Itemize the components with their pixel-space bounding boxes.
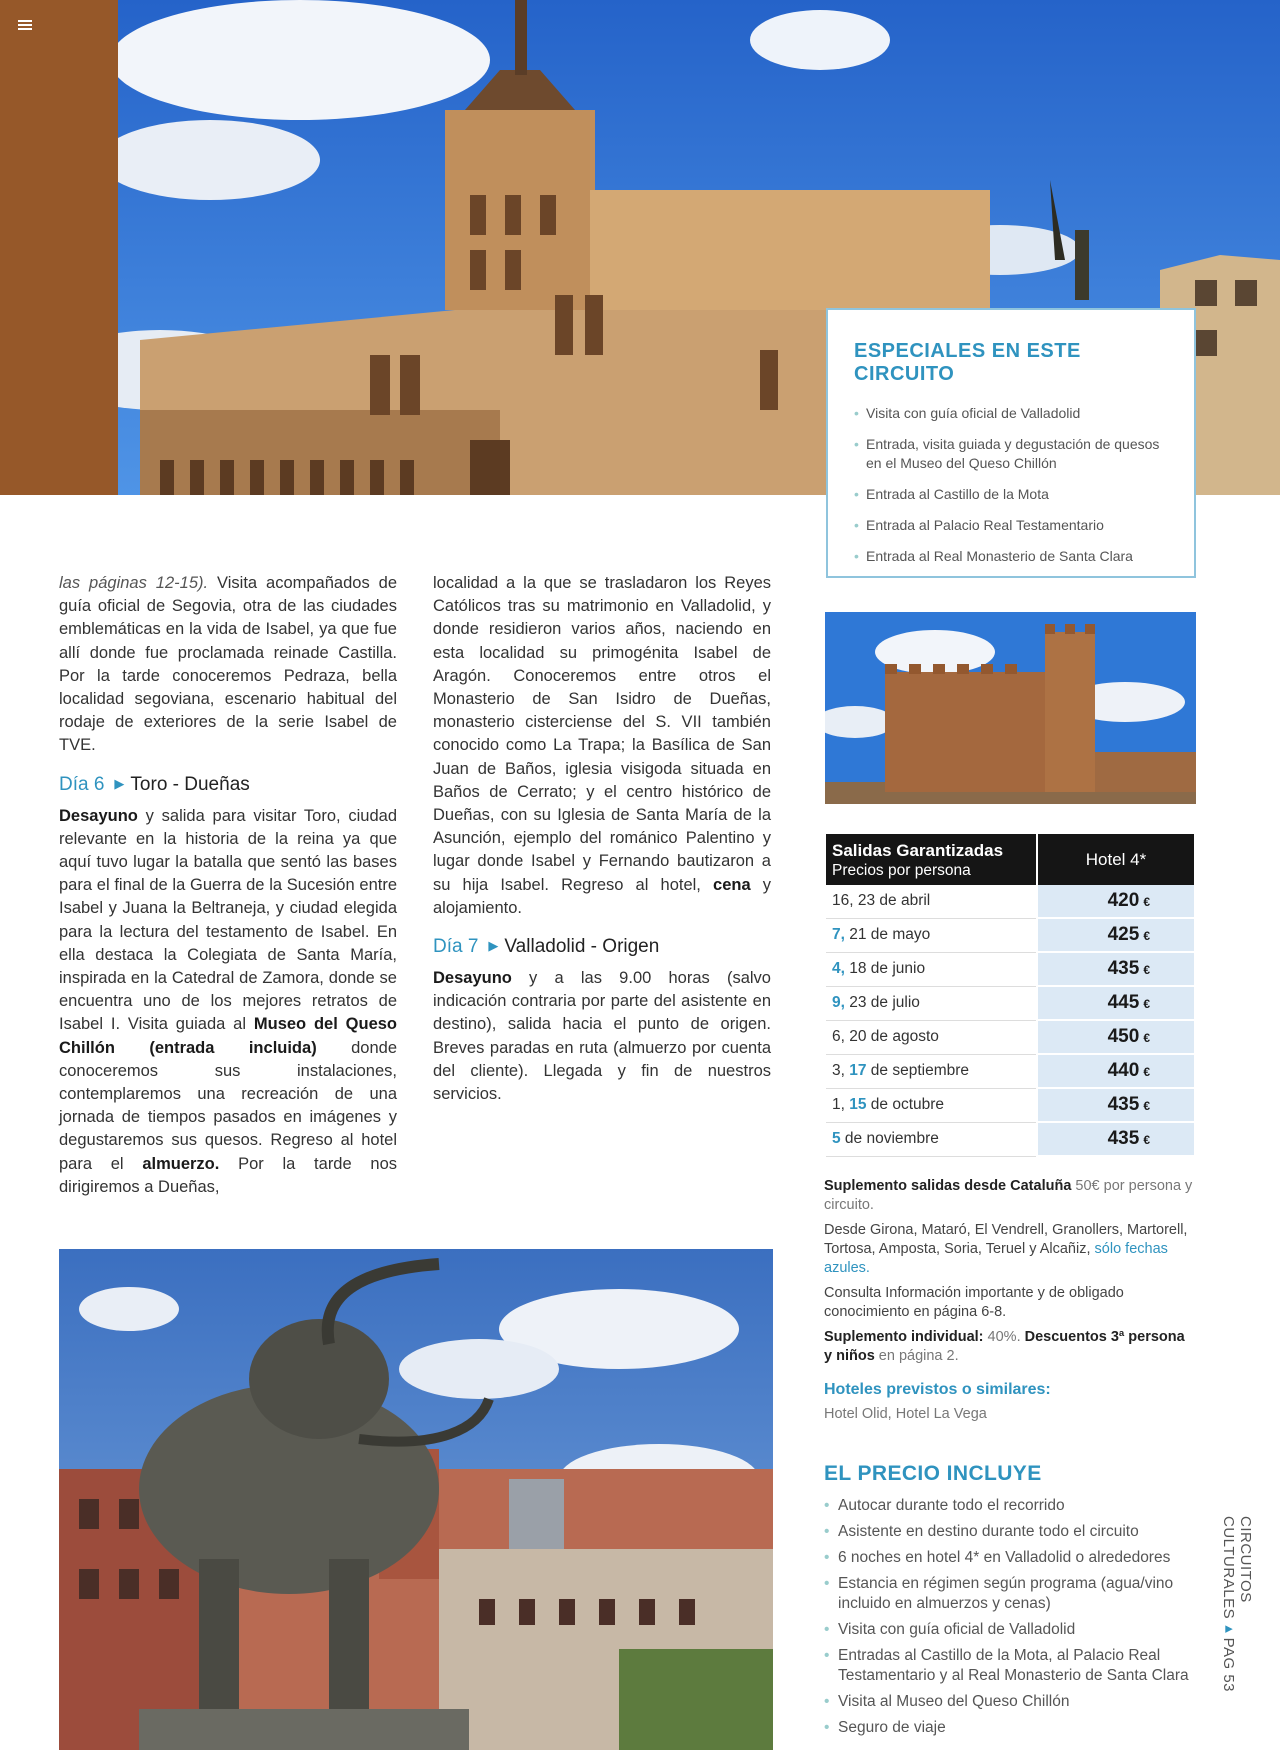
price-table [826,834,1194,1157]
consult-info: Consulta Información importante y de obligado conocimiento en página 6-8. [824,1285,1124,1320]
table-row [826,1088,1194,1122]
price-value: 450 € [1037,1020,1194,1054]
departure-date: 6, 20 de agosto [826,1020,1037,1054]
departure-date: 7, 21 de mayo [826,918,1037,952]
specials-item: • Entrada al Castillo de la Mota [854,485,1170,504]
price-table-header-title: Salidas Garantizadas Precios por persona [826,834,1037,885]
price-value: 445 € [1037,986,1194,1020]
specials-item: • Entrada al Real Monasterio de Santa Clara [854,547,1170,566]
specials-item: • Visita con guía oficial de Valladolid [854,404,1170,423]
table-row [826,952,1194,986]
departure-date: 16, 23 de abril [826,885,1037,918]
day-7-heading [433,934,771,959]
price-value: 440 € [1037,1054,1194,1088]
middle-text-column [433,572,771,1106]
includes-item: • Seguro de viaje [824,1718,1196,1738]
includes-list [824,1496,1196,1738]
table-row [826,986,1194,1020]
day-6-title: Toro - Dueñas [130,773,250,795]
left-text-column [59,572,397,1199]
supplement-individual: Suplemento individual: 40%. Descuentos 3ª persona y niños en página 2. [824,1329,1185,1364]
day-6-paragraph: Desayuno y salida para visitar Toro, ciudad relevante en la historia de la reina ya que aquí tuvo lugar la batalla que sentó las bases para el final de la Guerra de la Sucesión entre Isabel y Juana la Beltraneja, y ciudad elegida para la lectura del testamento de Isabel. En ella destaca la Colegiata de Santa María, inspirada en la Catedral de Zamora, donde se encuentra uno de los mejores retratos de Isabel I. Visita guiada al Museo del Queso Chillón (entrada incluida) donde conoceremos sus instalaciones, contemplaremos una recreación de una jornada de tiempos pasados en imágenes y degustaremos sus quesos. Regreso al hotel para el almuerzo. Por la tarde nos dirigiremos a Dueñas, [59,806,398,1196]
day-7-title: Valladolid - Origen [504,936,660,958]
specials-title: ESPECIALES EN ESTE CIRCUITO [854,340,1081,385]
specials-list [854,404,1170,566]
castle-photo [825,612,1196,804]
includes-item: • Entradas al Castillo de la Mota, al Palacio Real Testamentario y al Real Monasterio de Santa Clara [824,1646,1196,1686]
price-notes [824,1177,1196,1430]
section-side-label [1220,1516,1254,1750]
departure-date: 1, 15 de octubre [826,1088,1037,1122]
price-includes [824,1462,1196,1744]
specials-box [826,308,1196,578]
price-value: 420 € [1037,885,1194,918]
departure-date: 4, 18 de junio [826,952,1037,986]
table-row [826,1122,1194,1156]
table-row [826,1020,1194,1054]
hotels-title: Hoteles previstos o similares: [824,1381,1051,1398]
day-7-number: Día 7 [433,936,479,958]
price-table-header [826,834,1194,885]
day-6-continued-paragraph: localidad a la que se trasladaron los Reyes Católicos tras su matrimonio en Valladolid, y donde residieron varios años, naciendo en esta localidad su primogénita Isabel de Aragón. Conoceremos entre otros el Monasterio de San Isidro de Dueñas, monasterio cisterciense del S. VII también conocido como La Trapa; la Basílica de San Juan de Baños, iglesia visigoda situada en Baños de Cerrato; y el centro histórico de Dueñas, con su Iglesia de Santa María de la Asunción, ejemplo del románico Palentino y lugar donde Isabel y Fernando bautizaron a su hija Isabel. Regreso al hotel, cena y alojamiento. [433,574,771,917]
page-number: PAG 53 [1220,1637,1237,1693]
price-value: 435 € [1037,1088,1194,1122]
table-row [826,1054,1194,1088]
includes-item: • Asistente en destino durante todo el circuito [824,1522,1196,1542]
hotels-list: Hotel Olid, Hotel La Vega [824,1406,987,1422]
price-value: 435 € [1037,952,1194,986]
price-value: 435 € [1037,1122,1194,1156]
section-name: CIRCUITOS CULTURALES [1220,1516,1254,1620]
intro-paragraph: las páginas 12-15). Visita acompañados de guía oficial de Segovia, otra de las ciudades emblemáticas en la vida de Isabel, ya que fue allí donde fue proclamada reinade Castilla. Por la tarde conoceremos Pedraza, bella localidad segoviana, escenario habitual del rodaje de exteriores de la serie Isabel de TVE. [59,574,397,755]
includes-title: EL PRECIO INCLUYE [824,1462,1042,1485]
supplement-catalonia: Suplemento salidas desde Cataluña 50€ por persona y circuito. [824,1178,1193,1213]
specials-item: • Entrada al Palacio Real Testamentario [854,516,1170,535]
departure-date: 3, 17 de septiembre [826,1054,1037,1088]
price-table-header-hotel: Hotel 4* [1037,834,1194,885]
includes-item: • Autocar durante todo el recorrido [824,1496,1196,1516]
arrow-right-icon: ▶ [488,938,499,954]
departure-date: 9, 23 de julio [826,986,1037,1020]
includes-item: • 6 noches en hotel 4* en Valladolid o alrededores [824,1548,1196,1568]
table-row [826,918,1194,952]
includes-item: • Visita con guía oficial de Valladolid [824,1620,1196,1640]
arrow-icon: ▸ [1220,1619,1237,1638]
menu-icon[interactable] [18,20,32,30]
table-row [826,885,1194,918]
includes-item: • Visita al Museo del Queso Chillón [824,1692,1196,1712]
departure-date: 5 de noviembre [826,1122,1037,1156]
price-value: 425 € [1037,918,1194,952]
bull-statue-photo [59,1249,773,1750]
departure-origins: Desde Girona, Mataró, El Vendrell, Granollers, Martorell, Tortosa, Amposta, Soria, Teruel y Alcañiz, sólo fechas azules. [824,1222,1188,1276]
includes-item: • Estancia en régimen según programa (agua/vino incluido en almuerzos y cenas) [824,1574,1196,1614]
day-7-paragraph: Desayuno y a las 9.00 horas (salvo indicación contraria por parte del asistente en destino), salida hacia el punto de origen. Breves paradas en ruta (almuerzo por cuenta del cliente). Llegada y fin de nuestros servicios. [433,969,771,1104]
day-6-number: Día 6 [59,773,105,795]
specials-item: • Entrada, visita guiada y degustación de quesos en el Museo del Queso Chillón [854,435,1170,473]
day-6-heading [59,772,397,797]
arrow-right-icon: ▶ [114,775,125,791]
